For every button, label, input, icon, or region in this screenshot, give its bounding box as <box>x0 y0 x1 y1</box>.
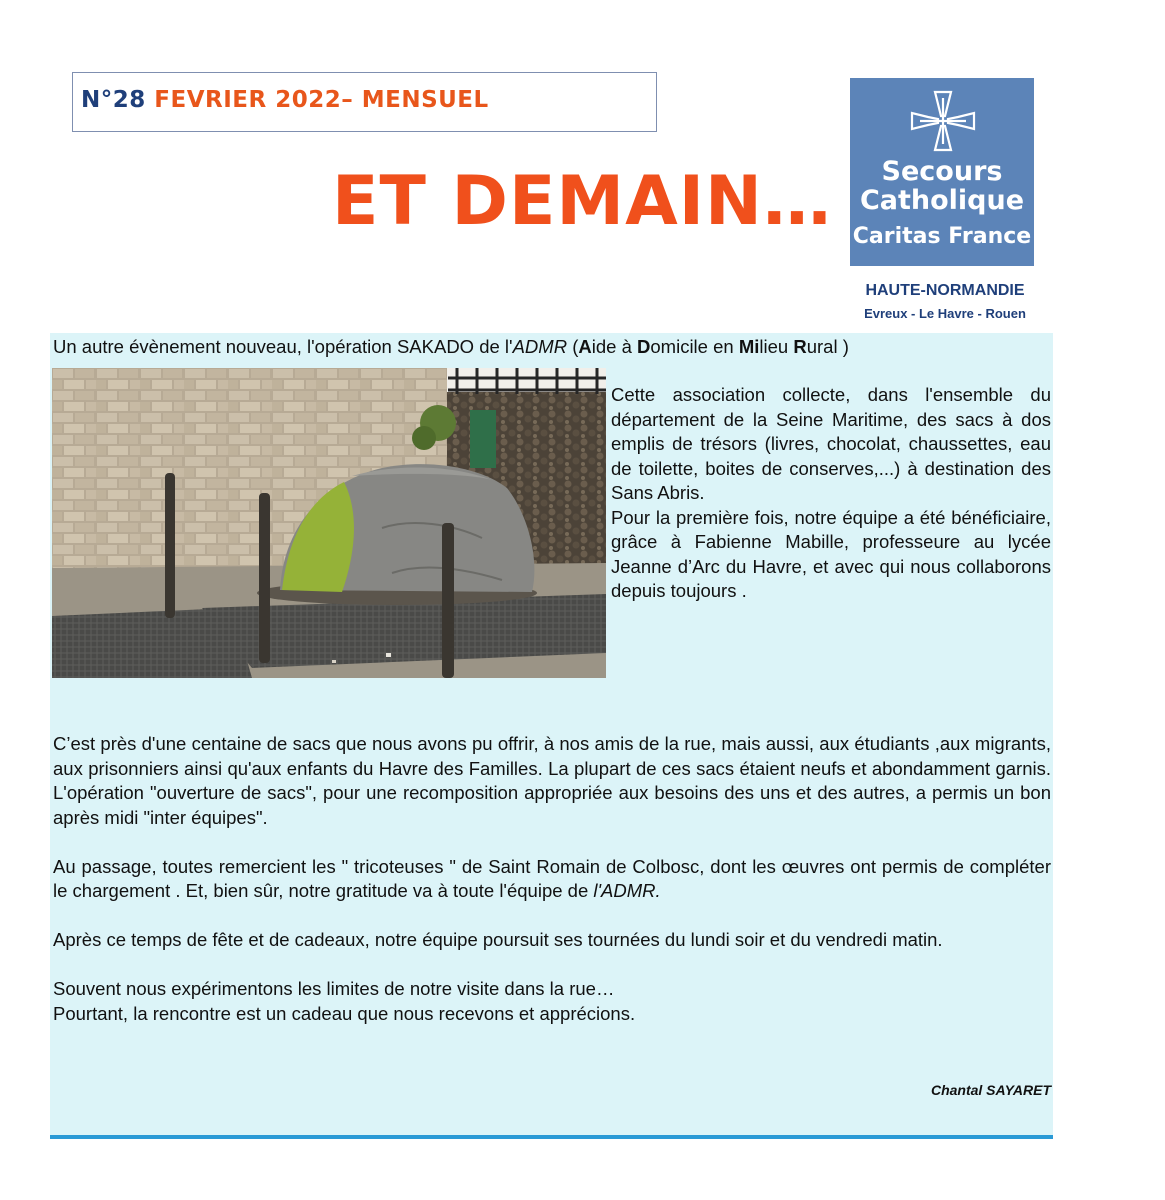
intro-a-rest: ide à <box>591 336 638 357</box>
logo-line-2: Catholique <box>859 185 1025 216</box>
logo-line-1: Secours <box>881 156 1003 187</box>
paragraph-gap <box>53 953 1051 978</box>
side-paragraph-2: Pour la première fois, notre équipe a été bénéficiaire, grâce à Fabienne Mabille, professeure au lycée Jeanne d’Arc du Havre, et avec qui nous collaborons depuis toujours . <box>611 506 1051 601</box>
paragraph-2-admr: l'ADMR. <box>593 880 661 901</box>
issue-line <box>81 87 489 113</box>
intro-a: A <box>578 336 592 357</box>
paragraph-2 <box>53 855 1051 904</box>
paragraph-gap <box>53 830 1051 855</box>
issue-number: N°28 <box>81 87 146 113</box>
intro-text: Un autre évènement nouveau, l'opération SAKADO de l' <box>53 336 513 357</box>
intro-d-rest: omicile en <box>650 336 739 357</box>
intro-d: D <box>637 336 651 357</box>
region-name: HAUTE-NORMANDIE <box>865 282 1025 299</box>
paragraph-1: C’est près d'une centaine de sacs que nous avons pu offrir, à nos amis de la rue, mais aussi, aux étudiants ,aux migrants, aux prisonniers ainsi qu'aux enfants du Havre des Familles. La plupart de ces sacs étaient neufs et abondamment garnis. L'opération "ouverture de sacs", pour une recomposition appropriée aux besoins des uns et des autres, a permis un bon après midi "inter équipes". <box>53 733 1051 828</box>
article-side-text <box>611 383 1051 604</box>
page-title: ET DEMAIN… <box>332 162 832 241</box>
paragraph-gap <box>53 904 1051 929</box>
intro-mi: Mi <box>738 336 760 357</box>
paragraph-2-text: Au passage, toutes remercient les " tricoteuses " de Saint Romain de Colbosc, dont les œuvres ont permis de compléter le chargement . Et, bien sûr, notre gratitude va à toute l'équipe de <box>53 855 1051 901</box>
secours-catholique-logo <box>850 78 1034 266</box>
side-paragraph-1: Cette association collecte, dans l'ensemble du département de la Seine Maritime, des sacs à dos emplis de trésors (livres, chocolat, chaussettes, eau de toilette, boites de conserves,...) à destination des Sans Abris. <box>611 384 1051 503</box>
article-panel <box>50 333 1053 1136</box>
article-lower-text <box>53 732 1051 1026</box>
bottom-divider <box>50 1135 1053 1139</box>
tent-photo <box>52 368 606 678</box>
intro-paren: ( <box>567 336 579 357</box>
intro-r-rest: ural ) <box>806 336 849 357</box>
paragraph-3: Après ce temps de fête et de cadeaux, notre équipe poursuit ses tournées du lundi soir et du vendredi matin. <box>53 929 943 950</box>
intro-admr: ADMR <box>512 336 568 357</box>
logo-line-3: Caritas France <box>852 224 1032 249</box>
issue-box <box>72 72 657 132</box>
signature: Chantal SAYARET <box>930 1082 1051 1098</box>
cross-icon <box>908 88 978 154</box>
intro-r: R <box>793 336 807 357</box>
intro-mi-rest: lieu <box>759 336 794 357</box>
paragraph-4-line-1: Souvent nous expérimentons les limites de notre visite dans la rue… <box>53 978 615 999</box>
article-intro <box>53 335 1043 360</box>
issue-date: FEVRIER 2022– MENSUEL <box>154 87 489 113</box>
paragraph-4-line-2: Pourtant, la rencontre est un cadeau que nous recevons et apprécions. <box>53 1002 636 1024</box>
region-cities: Evreux - Le Havre - Rouen <box>864 306 1026 321</box>
